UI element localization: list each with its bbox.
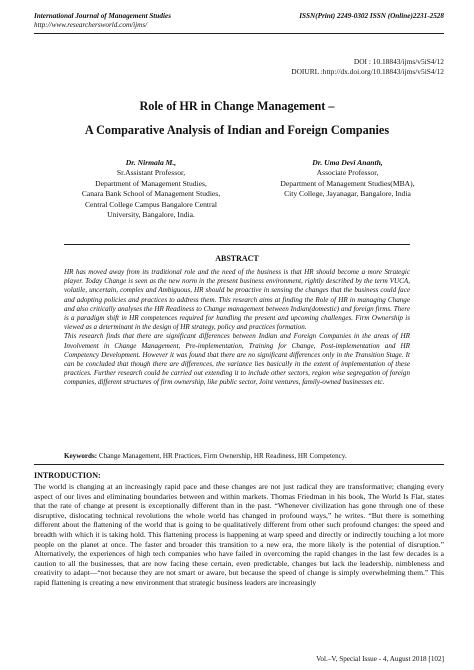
- header-divider: [34, 33, 444, 34]
- author-name: Dr. Uma Devi Ananth,: [312, 158, 383, 167]
- issn-line: ISSN(Print) 2249-0302 ISSN (Online)2231-2528: [299, 12, 444, 20]
- journal-name: International Journal of Management Studies: [34, 12, 171, 20]
- journal-url[interactable]: http://www.researchersworld.com/ijms/: [34, 21, 148, 29]
- abstract-paragraph: HR has moved away from its traditional role and the need of the business is that HR should become a more Strategic player. Today Change is seen as the new norm in the present business environment, rightly described by the term VUCA, volatile, uncertain, complex and Ambiguous, HR should be proactive in sensing the changes that the business could face and adopting policies and practices to address them. This research aims at finding the Role of HR in managing Change and also critically analyses the HR Readiness to Change management between Indian(domestic) and foreign firms. There is a paradigm shift in HR competences required for handling the present and upcoming challenges. Firm Ownership is viewed as a determinant in the design of HR strategy, policy and practices formation.: [64, 268, 410, 332]
- author-name: Dr. Nirmala M.,: [125, 158, 177, 167]
- author-affiliation-line: Sr.Assistant Professor,: [116, 168, 186, 178]
- abstract-body: [64, 268, 410, 388]
- introduction-heading: INTRODUCTION:: [34, 471, 101, 480]
- abstract-top-divider: [64, 244, 410, 245]
- author-affiliation-line: Central College Campus Bangalore Central: [84, 199, 217, 209]
- abstract-bottom-divider: [34, 464, 444, 465]
- doi-block: [291, 57, 444, 77]
- keywords-text: Change Management, HR Practices, Firm Ownership, HR Readiness, HR Competency.: [97, 452, 347, 460]
- doi-text: DOI : 10.18843/ijms/v5iS4/12: [353, 57, 444, 66]
- paper-title-line-2: A Comparative Analysis of Indian and Foreign Companies: [84, 123, 390, 137]
- paper-title-line-1: Role of HR in Change Management –: [139, 99, 335, 113]
- page-footer: Vol.–V, Special Issue - 4, August 2018 [102]: [316, 655, 444, 663]
- abstract-heading: ABSTRACT: [215, 254, 259, 263]
- running-header: [34, 12, 171, 30]
- keywords-line: [64, 452, 410, 461]
- keywords-label: Keywords:: [64, 452, 98, 460]
- abstract-paragraph: This research finds that there are significant differences between Indian and Foreign Companies in the areas of HR Involvement in Change Management, Pre-implementation, Training for Change, Post-implementation and HR Competency Development. However it was found that there are no significant differences only in the Transition Stage. It can be concluded that though there are differences, the variance lies basically in the extent of implementation of these practices. Further research could be carried out extending it to include other sectors, region wise segregation of foreign companies, different structures of firm ownership, like public sector, Joint ventures, family-owned businesses etc.: [64, 332, 410, 387]
- author-affiliation-line: Associate Professor,: [316, 168, 379, 178]
- author-affiliation-line: Department of Management Studies,: [95, 178, 207, 188]
- author-block-2: [250, 158, 445, 200]
- author-affiliation-line: City College, Jayanagar, Bangalore, India: [284, 189, 411, 199]
- author-affiliation-line: Canara Bank School of Management Studies,: [81, 189, 221, 199]
- author-block-1: [56, 158, 246, 220]
- introduction-body: The world is changing at an increasingly rapid pace and these changes are not just radical they are transformative; changing every aspect of our lives and eliminating boundaries between and within markets. Thomas Friedman in his book, The World Is Flat, states that the rate of change at present is exceptionally different than in the past. “Whenever civilization has gone through one of these disruptive, dislocating technical revolutions the whole world has changed in profound ways,” he writes. “But there is something different about the flattening of the world that is going to be qualitatively different from other such profound changes: the speed and breadth with which it is taking hold. This flattening process is happening at warp speed and directly or indirectly touching a lot more people on the planet at once. The faster and broader this transition to a new era, the more likely is the potential of disruption.” Alternatively, the experiences of high tech companies who have failed in overcoming the rapid changes in the last few decades is a caution to all the businesses, that are now facing these certain, even predictable, changes but lack the leadership, nimbleness and creativity to adapt—“not because they are not smart or aware, but because the speed of change is simply overwhelming them.” This rapid flattening is creating a new environment that strategic business leaders are increasingly: [34, 482, 444, 587]
- author-affiliation-line: Department of Management Studies(MBA),: [280, 178, 415, 188]
- doi-url[interactable]: DOIURL :http://dx.doi.org/10.18843/ijms/v5iS4/12: [291, 67, 444, 76]
- author-affiliation-line: University, Bangalore, India.: [107, 210, 195, 220]
